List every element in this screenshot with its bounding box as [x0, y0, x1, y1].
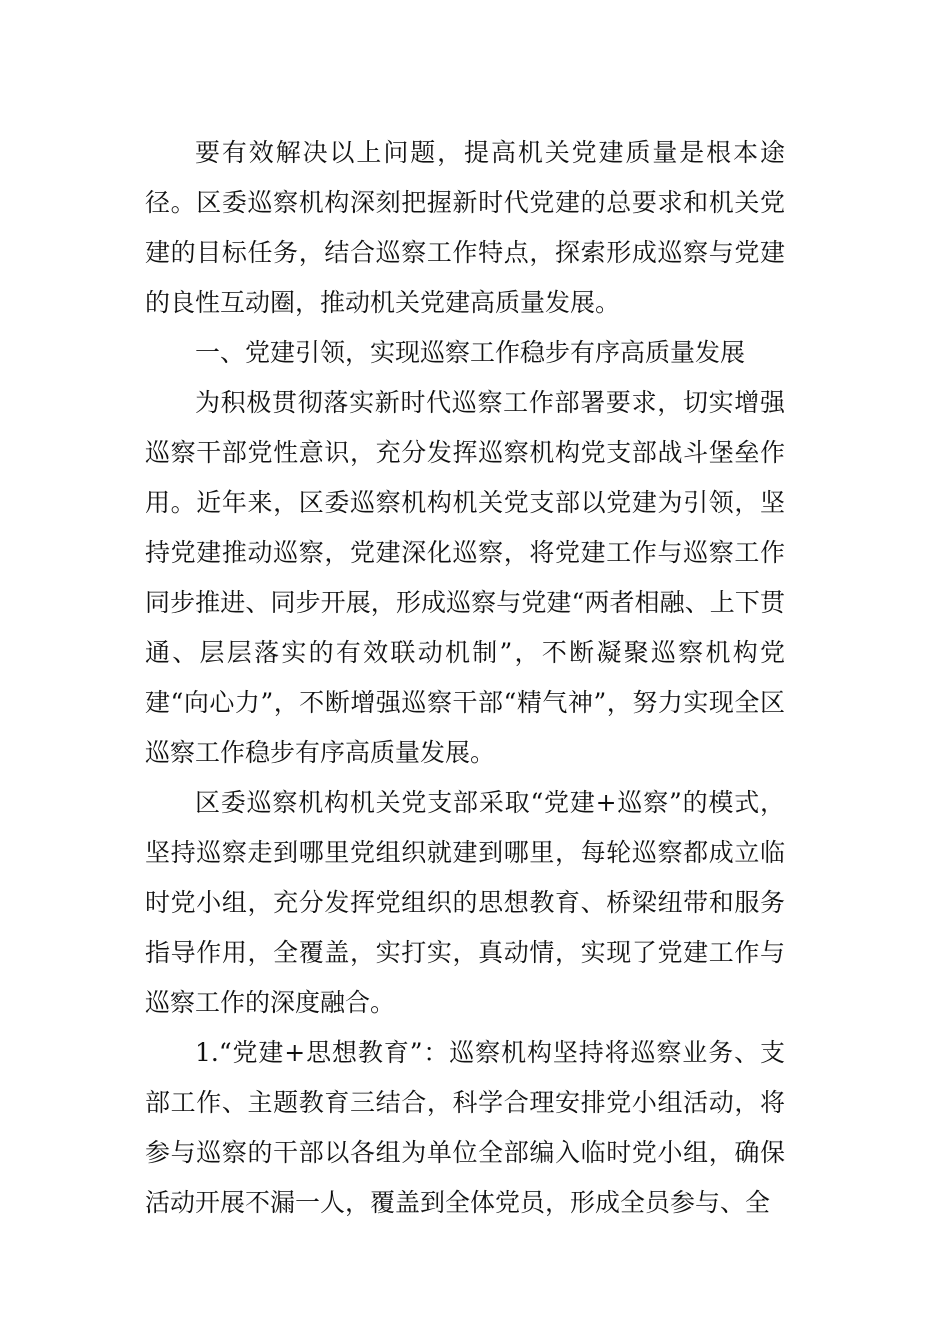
paragraph-section-one: 为积极贯彻落实新时代巡察工作部署要求，切实增强巡察干部党性意识，充分发挥巡察机构党支部战斗堡垒作用。近年来，区委巡察机构机关党支部以党建为引领，坚持党建推动巡察，党建深化巡察，将党建工作与巡察工作同步推进、同步开展，形成巡察与党建“两者相融、上下贯通、层层落实的有效联动机制”，不断凝聚巡察机构党建“向心力”，不断增强巡察干部“精气神”，努力实现全区巡察工作稳步有序高质量发展。: [145, 388, 785, 767]
paragraph-item-one: 1.“党建+思想教育”：巡察机构坚持将巡察业务、支部工作、主题教育三结合，科学合理安排党小组活动，将参与巡察的干部以各组为单位全部编入临时党小组，确保活动开展不漏一人，覆盖到全体党员，形成全员参与、全: [145, 1038, 785, 1217]
paragraph-model: 区委巡察机构机关党支部采取“党建+巡察”的模式，坚持巡察走到哪里党组织就建到哪里，每轮巡察都成立临时党小组，充分发挥党组织的思想教育、桥梁纽带和服务指导作用，全覆盖，实打实，真动情，实现了党建工作与巡察工作的深度融合。: [145, 788, 785, 1017]
document-body: [145, 128, 785, 1228]
section-heading: 一、党建引领，实现巡察工作稳步有序高质量发展: [195, 338, 746, 367]
paragraph-intro: 要有效解决以上问题，提高机关党建质量是根本途径。区委巡察机构深刻把握新时代党建的总要求和机关党建的目标任务，结合巡察工作特点，探索形成巡察与党建的良性互动圈，推动机关党建高质量发展。: [145, 138, 785, 317]
